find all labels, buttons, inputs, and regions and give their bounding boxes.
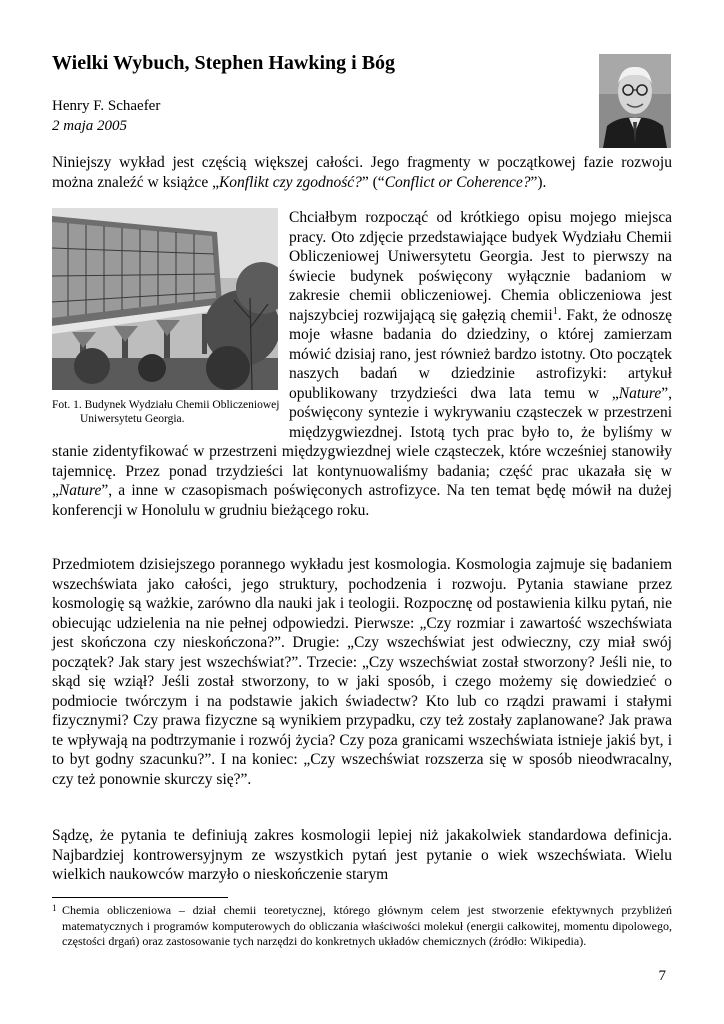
footnote-text: Chemia obliczeniowa – dział chemii teoretycznej, którego głównym celem jest stworzenie efektywnych przybliżeń matematycznych i programów komputerowych do obliczania właściwości molekuł (energii całkowitej, momentu dipolowego, częstości drgań) oraz zastosowanie tych narzędzi do konkretnych układów chemicznych (źródło: Wikipedia). <box>62 903 672 948</box>
footnote-divider <box>52 897 228 898</box>
para1-text-b: . Fakt, że odnoszę moje własne badania do dziedziny, o której zamierzam mówić dzisiaj rano, jest również bardzo istotny. Oto początek naszych badań w dziedzinie astrofizyki: artykuł opublikowany trzydzieści dwa lata temu w „ <box>289 306 673 402</box>
document-page <box>52 0 672 1024</box>
author-name: Henry F. Schaefer <box>52 98 161 114</box>
intro-text-c: ”). <box>530 173 547 191</box>
intro-text-b: ” (“ <box>361 173 385 191</box>
building-photo <box>52 208 278 390</box>
intro-text-a: Niniejszy wykład jest częścią większej całości. Jego fragmenty w początkowej fazie rozwoju można znaleźć w książce „ <box>52 154 672 191</box>
para1-text-d: ”, a inne w czasopismach poświęconych astrofizyce. Na ten temat będę mówił na dużej konferencji w Honolulu w grudniu bieżącego roku. <box>52 482 672 519</box>
publication-date: 2 maja 2005 <box>52 118 127 134</box>
journal-name: Nature <box>618 384 662 402</box>
book-title-en: Conflict or Coherence? <box>384 173 531 191</box>
figure-caption: Fot. 1. Budynek Wydziału Chemii Obliczeniowej Uniwersytetu Georgia. <box>52 399 280 425</box>
age-paragraph: Sądzę, że pytania te definiują zakres kosmologii lepiej niż jakakolwiek standardowa definicja. Najbardziej kontrowersyjnym ze wszystkich pytań jest pytanie o wiek wszechświata. Wielu wielkich naukowców marzyło o nieskończenie starym <box>52 827 672 883</box>
footnote-number: 1 <box>52 903 57 913</box>
para1-text-a: Chciałbym rozpocząć od krótkiego opisu mojego miejsca pracy. Oto zdjęcie przedstawiające budyek Wydziału Chemii Obliczeniowej Uniwersytetu Georgia. Jest to pierwszy na świecie budynek poświęcony wyłącznie badaniom w zakresie chemii obliczeniowej. Chemia obliczeniowa jest najszybciej rozwijającą się gałęzią chemii <box>289 209 672 324</box>
author-portrait <box>599 54 671 148</box>
journal-name: Nature <box>58 482 102 499</box>
building-figure <box>52 208 281 440</box>
cosmology-paragraph: Przedmiotem dzisiejszego porannego wykładu jest kosmologia. Kosmologia zajmuje się badaniem wszechświata jako całości, jego struktury, pochodzenia i rozwoju. Pytania stawiane przez kosmologię są ważkie, zarówno dla nauki jak i teologii. Rozpocznę od postawienia kilku pytań, nie obiecując udzielenia na nie pełnej odpowiedzi. Pierwsze: „Czy rozmiar i zawartość wszechświata jest skończona czy nieskończona?”. Drugie: „Czy wszechświat jest odwieczny, czy miał swój początek? Jak stary jest wszechświat?”. Trzecie: „Czy wszechświat został stworzony? Jeśli nie, to skąd się wziął? Jeśli został stworzony, to w jaki sposób, i czego możemy się dowiedzieć o podmiocie twórczym i na podstawie jakich świadectw? Kto lub co rządzi prawami i stałymi fizycznymi? Czy prawa fizyczne są wynikiem przypadku, czy też zostały zaplanowane? Jak prawa te wpływają na podtrzymanie i rozwój życia? Czy poza granicami wszechświata istnieje jakiś byt, i to byt godny szacunku?”. I na koniec: „Czy wszechświat rozszerza się w sposób nieodwracalny, czy też ponownie skurczy się?”. <box>52 556 672 788</box>
portrait-image <box>599 54 671 148</box>
page-number: 7 <box>658 968 666 984</box>
book-title-pl: Konflikt czy zgodność? <box>218 173 362 191</box>
footnote-reference: 1 <box>552 305 558 317</box>
first-section <box>52 208 672 520</box>
footnote <box>52 903 672 950</box>
para1-text-c: ”, poświęcony syntezie i wykrywaniu cząsteczek w przestrzeni międzygwiezdnej. Istotą tych prac było to, że byliśmy w stanie zidentyfikować w przestrzeni międzygwiezdnej wiele cząsteczek, które wcześniej stanowiły tajemnicę. Przez ponad trzydzieści lat kontynuowaliśmy badania; część prac ukazała się w „ <box>52 384 672 499</box>
page-title: Wielki Wybuch, Stephen Hawking i Bóg <box>52 52 396 74</box>
intro-paragraph <box>52 153 672 192</box>
